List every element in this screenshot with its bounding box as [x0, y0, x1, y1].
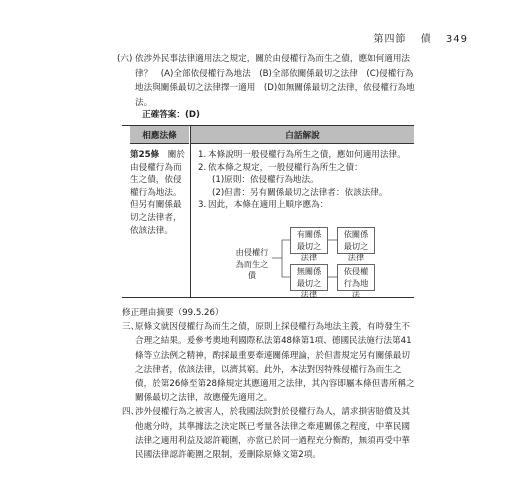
question — [117, 52, 415, 110]
amendment-notes — [122, 306, 418, 462]
amendment-title: 修正理由摘要（99.5.26） — [122, 308, 224, 318]
explanation-cell — [198, 149, 410, 212]
article-title: 第25條 — [130, 150, 160, 160]
running-header — [364, 30, 468, 45]
diagram-result-no: 依侵權行為地法 — [337, 264, 375, 291]
explanation-table — [122, 125, 414, 298]
question-text: 依涉外民事法律適用法之規定，關於由侵權行為而生之債，應如何適用法律？ (A)全部依侵權行為地法 (B)全部依關係最切之法律 (C)侵權行為地法與關係最切之法律擇一適用 (D)如無關係最切之法律，依侵權行為地法。 — [135, 54, 415, 108]
answer-label: 正確答案： — [142, 110, 185, 120]
section-label: 第四節 — [373, 34, 407, 45]
answer-value: (D) — [184, 110, 200, 120]
diagram-branch-no: 無關係最切之法律 — [290, 264, 328, 291]
answer-line — [142, 108, 200, 120]
explanation-item-1: 1. 本條說明一般侵權行為所生之債，應如何適用法律。 — [198, 150, 406, 160]
explanation-item-2-sub-1: (1)原則：依侵權行為地法。 — [212, 175, 319, 186]
explanation-item-3: 3. 因此，本條在適用上順序應為： — [198, 200, 329, 211]
column-divider — [190, 126, 191, 297]
table-header-article: 相應法條 — [130, 126, 189, 144]
question-number: (六) — [117, 54, 133, 64]
connector-yes — [272, 240, 290, 258]
explanation-item-2-sub-2: (2)但書：另有關係最切之法律者：依該法律。 — [212, 187, 388, 198]
connector-no — [282, 258, 290, 277]
diagram-branch-yes: 有關係最切之法律 — [290, 227, 328, 254]
amendment-item-4: 四、 涉外侵權行為之被害人，於我國法院對於侵權行為人，請求損害賠償及其他處分時，其準據法之決定既已考量各法律之牽連關係之程度，中華民國法律之適用利益及認許範圍，亦當已於同一過程充分衡酌，無須再受中華民國法律認許範圍之限制，爰刪除原條文第2項。 — [122, 407, 411, 461]
section-title: 債 — [420, 34, 432, 45]
table-header-explanation: 白話解說 — [191, 126, 414, 144]
article-text: 關於由侵權行為而生之債，依侵權行為地法。但另有關係最切之法律者，依該法律。 — [130, 150, 185, 236]
diagram-root: 由侵權行為而生之債 — [232, 246, 272, 274]
article-cell — [130, 149, 188, 237]
diagram-result-yes: 依關係最切之法律 — [337, 227, 375, 254]
explanation-item-2: 2. 依本條之規定，一般侵權行為所生之債： — [198, 162, 363, 173]
amendment-item-3: 三、 原條文就因侵權行為而生之債，原則上採侵權行為地法主義，有時發生不合理之結果。爰參考奧地利國際私法第48條第1項、德國民法施行法第41條等立法例之精神，酌採最重要牽連關係理論，於但書規定另有關係最切之法律者，依該法律，以濟其窮。此外，本法對因特殊侵權行為而生之債，於第26條至第28條規定其應適用之法律，其內容即屬本條但書所稱之關係最切之法律，故應優先適用之。 — [122, 322, 415, 404]
page-number: 349 — [445, 34, 468, 45]
